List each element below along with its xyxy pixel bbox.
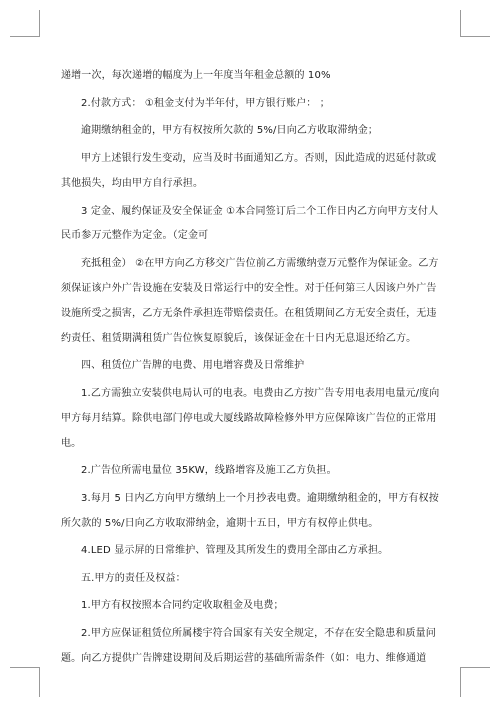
text-line: 递增一次，每次递增的幅度为上一年度当年租金总额的 10% bbox=[61, 70, 331, 81]
text-line: 其他损失，均由甲方自行承担。 bbox=[61, 178, 204, 189]
crop-mark-bl-v bbox=[39, 667, 40, 697]
text-line: 须保证该户外广告设施在安装及日常运行中的安全性。对于任何第三人因该户外广告 bbox=[61, 283, 437, 294]
crop-mark-bl-h bbox=[10, 667, 40, 668]
text-line: 甲方每月结算。除供电部门停电或大厦线路故障检修外甲方应保障该广告位的正常用 bbox=[61, 413, 437, 424]
text-line: 甲方上述银行发生变动，应当及时书面通知乙方。否则，因此造成的迟延付款或 bbox=[81, 153, 437, 164]
text-line: 民币参万元整作为定金。（定金可 bbox=[61, 230, 209, 241]
section-heading: 四、租赁位广告牌的电费、用电增容费及日常维护 bbox=[81, 360, 305, 371]
text-line: 所欠款的 5%/日向乙方收取滞纳金，逾期十五日，甲方有权停止供电。 bbox=[61, 518, 379, 529]
text-line: 1.乙方需独立安装供电局认可的电表。电费由乙方按广告专用电表用电量元/度向 bbox=[81, 388, 440, 399]
text-line: 3 定金、履约保证及安全保证金 ①本合同签订后二个工作日内乙方向甲方支付人 bbox=[81, 206, 439, 217]
crop-mark-tr-h bbox=[460, 36, 490, 37]
text-line: 1.甲方有权按照本合同约定收取租金及电费； bbox=[81, 600, 284, 611]
crop-mark-tr-v bbox=[460, 10, 461, 37]
text-line: 题。向乙方提供广告牌建设期间及后期运营的基础所需条件（如：电力、维修通道 bbox=[61, 653, 427, 664]
text-line: 充抵租金） ②在甲方向乙方移交广告位前乙方需缴纳壹万元整作为保证金。乙方 bbox=[81, 258, 439, 269]
text-line: 设施所受之损害，乙方无条件承担连带赔偿责任。在租赁期间乙方无安全责任，无违 bbox=[61, 308, 437, 319]
crop-mark-br-v bbox=[460, 667, 461, 697]
text-line: 3.每月 5 日内乙方向甲方缴纳上一个月抄表电费。逾期缴纳租金的，甲方有权按 bbox=[81, 493, 439, 504]
crop-mark-tl-h bbox=[10, 36, 40, 37]
crop-mark-tl-v bbox=[39, 10, 40, 37]
text-line: 2.甲方应保证租赁位所属楼宇符合国家有关安全规定，不存在安全隐患和质量问 bbox=[81, 628, 436, 639]
text-line: 4.LED 显示屏的日常维护、管理及其所发生的费用全部由乙方承担。 bbox=[81, 545, 389, 556]
crop-mark-br-h bbox=[460, 667, 490, 668]
text-line: 逾期缴纳租金的，甲方有权按所欠款的 5%/日向乙方收取滞纳金； bbox=[81, 125, 379, 136]
section-heading: 五.甲方的责任及权益： bbox=[81, 573, 186, 584]
text-line: 电。 bbox=[61, 438, 82, 449]
text-line: 约责任、租赁期满租赁广告位恢复原貌后，该保证金在十日内无息退还给乙方。 bbox=[61, 333, 417, 344]
text-line: 2.付款方式： ①租金支付为半年付，甲方银行账户： ； bbox=[81, 98, 330, 109]
text-line: 2.广告位所需电量位 35KW，线路增容及施工乙方负担。 bbox=[81, 465, 337, 476]
